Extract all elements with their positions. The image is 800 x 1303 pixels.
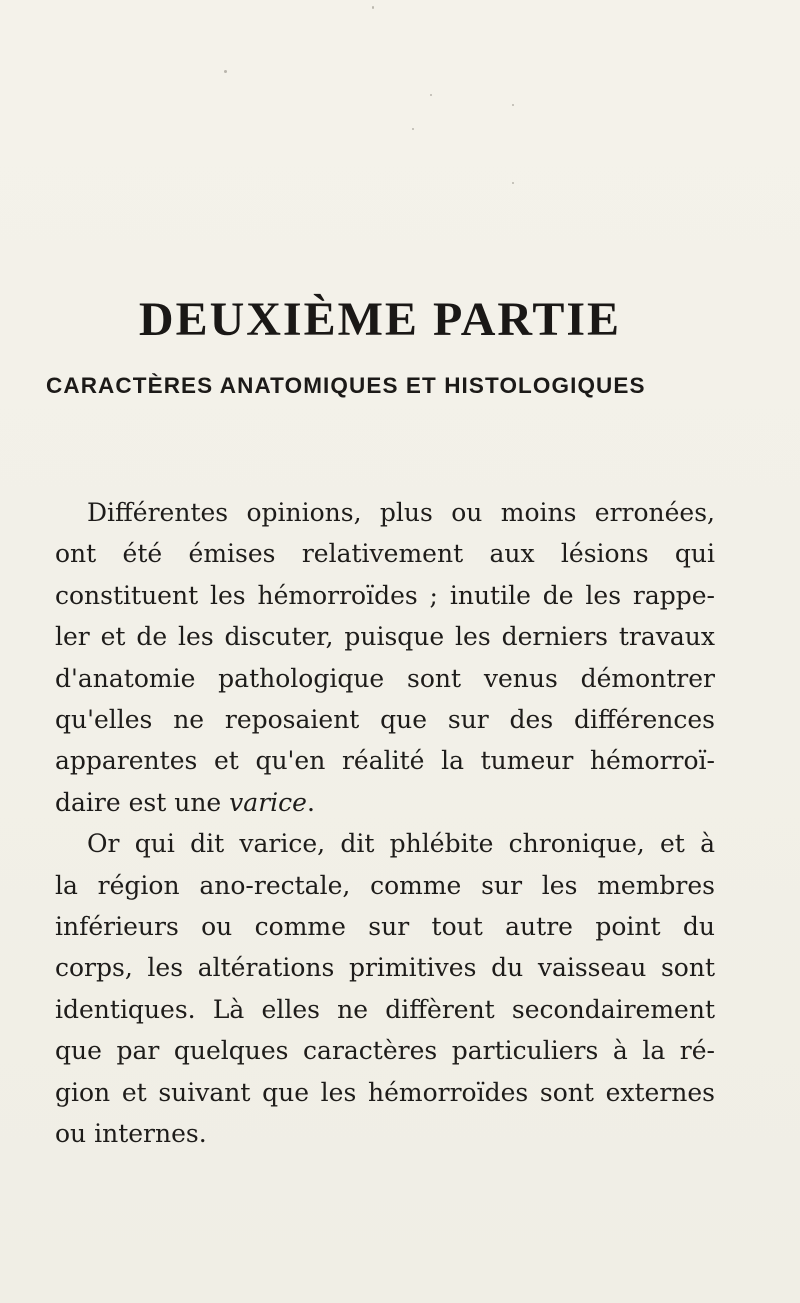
- text-line: constituent les hémorroïdes ; inutile de les rappe-: [55, 580, 715, 610]
- italic-term: varice: [229, 787, 307, 817]
- paragraph-1: [55, 492, 715, 823]
- text-line: que par quelques caractères particuliers à la ré-: [55, 1036, 715, 1066]
- text-line: ler et de les discuter, puisque les derniers travaux: [55, 622, 715, 652]
- paper-speck: [372, 6, 374, 9]
- text-fragment: daire est une: [55, 787, 230, 817]
- text-line: identiques. Là elles ne diffèrent secondairement: [55, 994, 715, 1024]
- text-line: ou internes.: [55, 1119, 207, 1149]
- text-line: apparentes et qu'en réalité la tumeur hémorroï-: [55, 746, 715, 776]
- text-line: Or qui dit varice, dit phlébite chronique, et à: [87, 829, 715, 859]
- text-line: inférieurs ou comme sur tout autre point du: [55, 912, 715, 942]
- text-line: gion et suivant que les hémorroïdes sont externes: [55, 1077, 715, 1107]
- body-text: [55, 492, 715, 1155]
- text-line: la région ano-rectale, comme sur les membres: [55, 870, 715, 900]
- text-line: [55, 782, 715, 823]
- paragraph-2: [55, 823, 715, 1154]
- paper-speck: [512, 182, 514, 184]
- paper-speck: [412, 128, 414, 130]
- section-subtitle: CARACTÈRES ANATOMIQUES ET HISTOLOGIQUES: [46, 372, 646, 398]
- paper-speck: [430, 94, 432, 96]
- paper-speck: [512, 104, 514, 106]
- text-line: ont été émises relativement aux lésions qui: [55, 539, 715, 569]
- text-fragment: .: [306, 787, 315, 817]
- text-line: d'anatomie pathologique sont venus démontrer: [55, 663, 715, 693]
- text-line: corps, les altérations primitives du vaisseau sont: [55, 953, 715, 983]
- text-line: qu'elles ne reposaient que sur des différences: [55, 705, 715, 735]
- part-title: DEUXIÈME PARTIE: [138, 293, 622, 347]
- text-line: Différentes opinions, plus ou moins erronées,: [87, 498, 715, 527]
- paper-speck: [224, 70, 227, 73]
